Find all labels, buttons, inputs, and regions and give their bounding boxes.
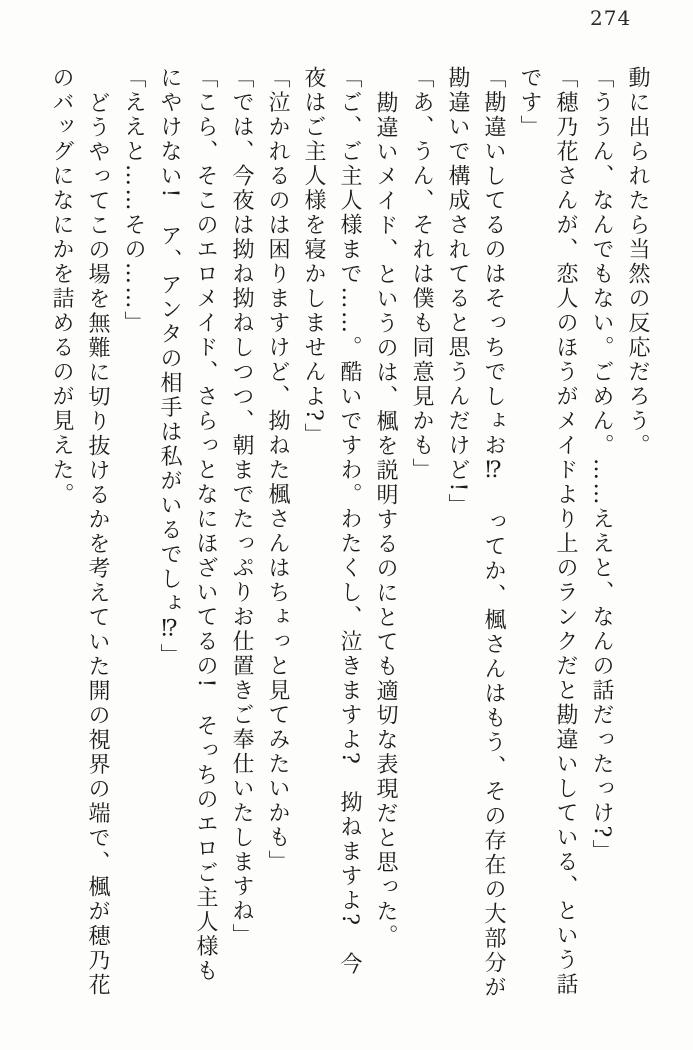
text-column: のバッグになにかを詰めるのが見えた。 — [49, 66, 74, 507]
text-column: にやけない! ア、アンタの相手は私がいるでしょ⁉」 — [157, 66, 182, 669]
page-number: 274 — [590, 6, 632, 30]
text-column: 動に出られたら当然の反応だろう。 — [625, 66, 650, 458]
text-column: 「こら、そこのエロメイド、さらっとなにほざいてるの! そっちのエロご主人様も — [193, 66, 218, 984]
text-column: どうやってこの場を無難に切り抜けるかを考えていた開の視界の端で、楓が穂乃花 — [85, 90, 110, 997]
text-column: 「あ、うん、それは僕も同意見かも」 — [409, 66, 434, 483]
text-column: 「では、今夜は拗ね拗ねしつつ、朝までたっぷりお仕置きご奉仕いたしますね」 — [229, 66, 254, 948]
text-column: 「ご、ご主人様まで……。酷いですわ。わたくし、泣きますよ? 拗ねますよ? 今 — [337, 66, 362, 977]
text-column: 勘違いメイド、というのは、楓を説明するのにとても適切な表現だと思った。 — [373, 90, 398, 948]
text-column: 「ええと……その……」 — [121, 66, 146, 336]
text-column: 勘違いで構成されてると思うんだけど!」 — [445, 66, 470, 519]
text-column: 「泣かれるのは困りますけど、拗ねた楓さんはちょっと見てみたいかも」 — [265, 66, 290, 875]
text-column: 「勘違いしてるのはそっちでしょお⁉ ってか、楓さんはもう、その存在の大部分が — [481, 66, 506, 1000]
text-column: 夜はご主人様を寝かしませんよ?」 — [301, 66, 326, 448]
text-column: 「穂乃花さんが、恋人のほうがメイドより上のランクだと勘違いしている、という話 — [553, 66, 578, 997]
text-column: です」 — [517, 66, 542, 140]
text-columns — [43, 66, 655, 1008]
text-column: 「ううん、なんでもない。ごめん。……ええと、なんの話だったっけ?」 — [589, 66, 614, 865]
